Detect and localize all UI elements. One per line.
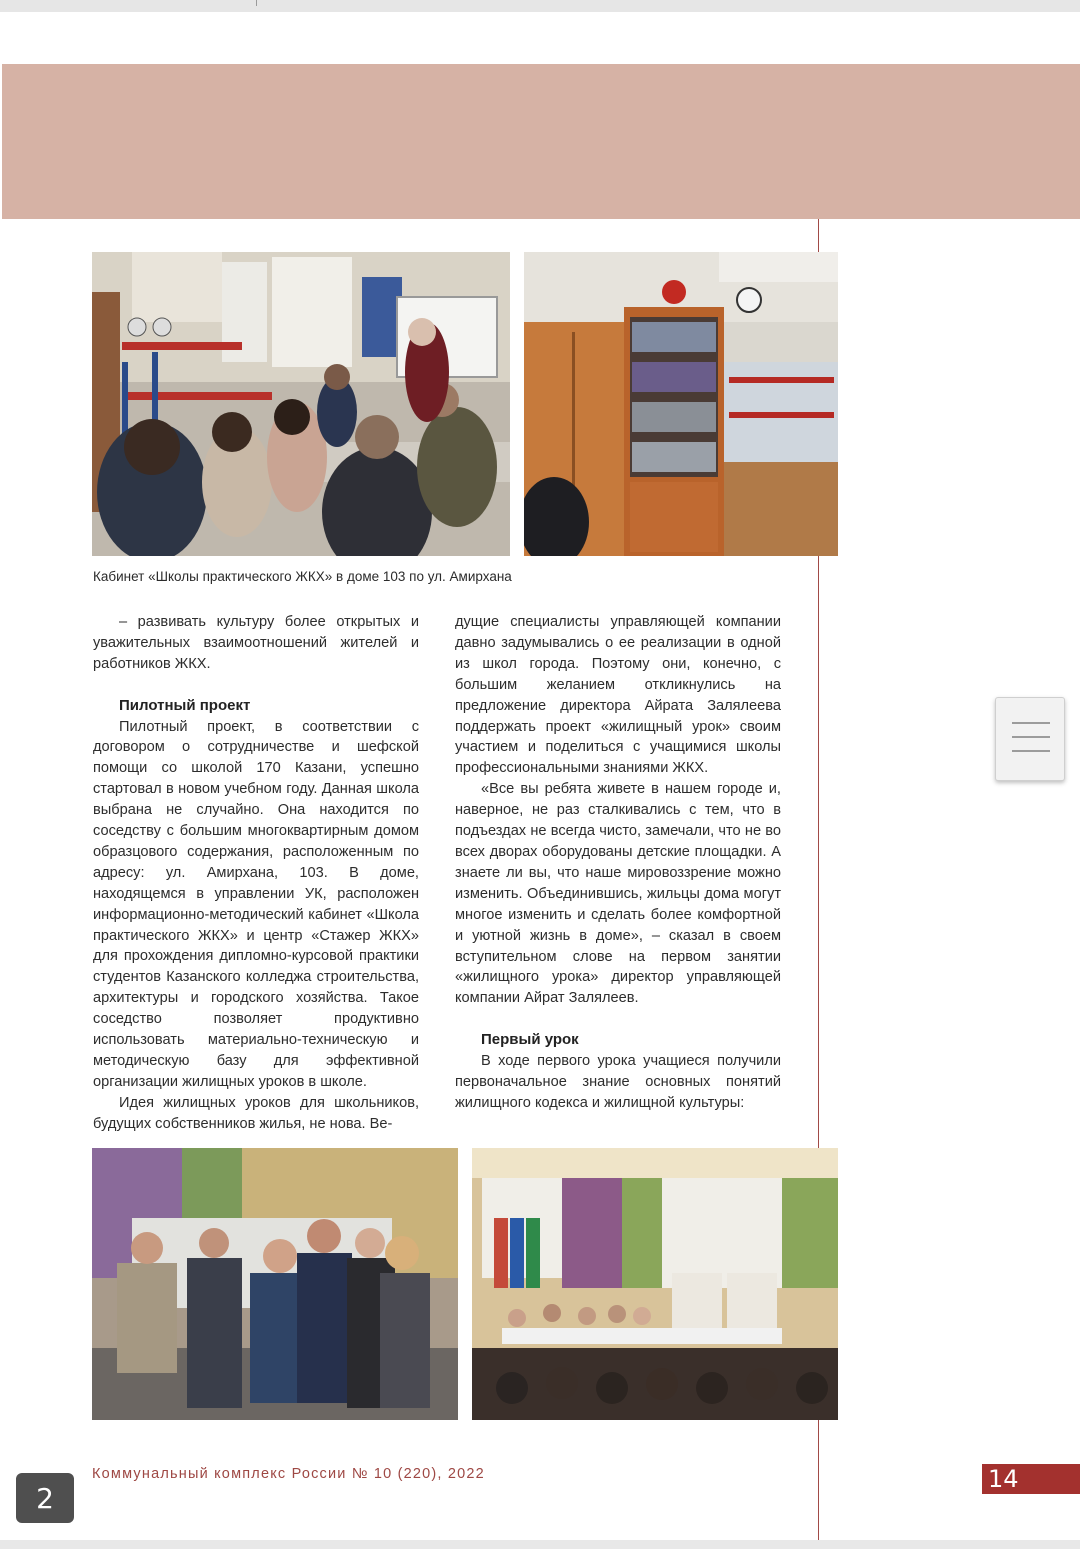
assembly-hall-photo [472,1148,838,1420]
heading-pilot-project: Пилотный проект [119,696,251,714]
right-paragraph-2: «Все вы ребята живете в нашем городе и, наверное, не раз сталкивались с тем, что в подъездах не всегда чисто, замечали, что не во всех дворах оборудованы детские площадки. А знаете ли вы, что наше мировоззрение можно изменить. Объединившись, жильцы дома могут многое изменить и сделать более комфортной и уютной жизнь в доме», – сказал в своем вступительном слове на первом занятии «жилищного урока» директор управляющей компании Айрат Залялеев. [455,781,781,1007]
left-text-column [93,612,419,1135]
left-spacer [93,675,419,696]
viewer-top-tick [256,0,257,6]
page-number: 14 [988,1465,1019,1493]
heading-first-lesson: Первый урок [481,1031,579,1049]
left-paragraph-1: – развивать культуру более открытых и уважительных взаимоотношений жителей и работников ЖКХ. [93,614,419,672]
right-spacer [455,1009,781,1030]
left-paragraph-3: Идея жилищных уроков для школьников, будущих собственников жилья, не нова. Ве- [93,1094,419,1132]
menu-icon-line [1012,750,1050,752]
viewer-bottom-strip [0,1540,1080,1549]
right-text-column [455,612,781,1114]
menu-icon-line [1012,736,1050,738]
cabinet-room-photo [524,252,838,556]
page-number-box [982,1464,1080,1494]
right-paragraph-1: дущие специалисты управляющей компании давно задумывались о ее реализации в одной из школ города. Поэтому они, конечно, с большим желанием откликнулись на предложение директора Айрата Залялеева поддержать проект «жилищный урок» своим участием и поделиться с учащимися школы профессиональными знаниями ЖКХ. [455,614,781,777]
viewer-page-badge[interactable] [16,1473,74,1523]
left-paragraph-2: Пилотный проект, в соответствии с договором о сотрудничестве и шефской помощи со школой 170 Казани, успешно стартовал в новом учебном году. Данная школа выбрана не случайно. Она находится по соседству с большим многоквартирным домом образцового содержания, расположенным по адресу: ул. Амирхана, 103. В доме, находящемся в управлении УК, расположен информационно-методический кабинет «Школа практического ЖКХ» и центр «Стажер ЖКХ» для прохождения дипломно-курсовой практики студентов Казанского колледжа строительства, архитектуры и городского хозяйства. Такое соседство позволяет продуктивно использовать материально-техническую и методическую базу для эффективной организации жилищных уроков в школе. [93,718,419,1090]
viewer-top-strip [0,0,1080,12]
header-color-band [2,64,1080,219]
viewer-page-number: 2 [36,1482,54,1515]
classroom-photo [92,252,510,556]
menu-button[interactable] [995,697,1065,781]
photo-caption: Кабинет «Школы практического ЖКХ» в доме 103 по ул. Амирхана [93,569,512,584]
menu-icon-line [1012,722,1050,724]
group-photo [92,1148,458,1420]
journal-footer: Коммунальный комплекс России № 10 (220), 2022 [92,1466,485,1482]
right-paragraph-3: В ходе первого урока учащиеся получили первоначальное знание основных понятий жилищного кодекса и жилищной культуры: [455,1053,781,1111]
